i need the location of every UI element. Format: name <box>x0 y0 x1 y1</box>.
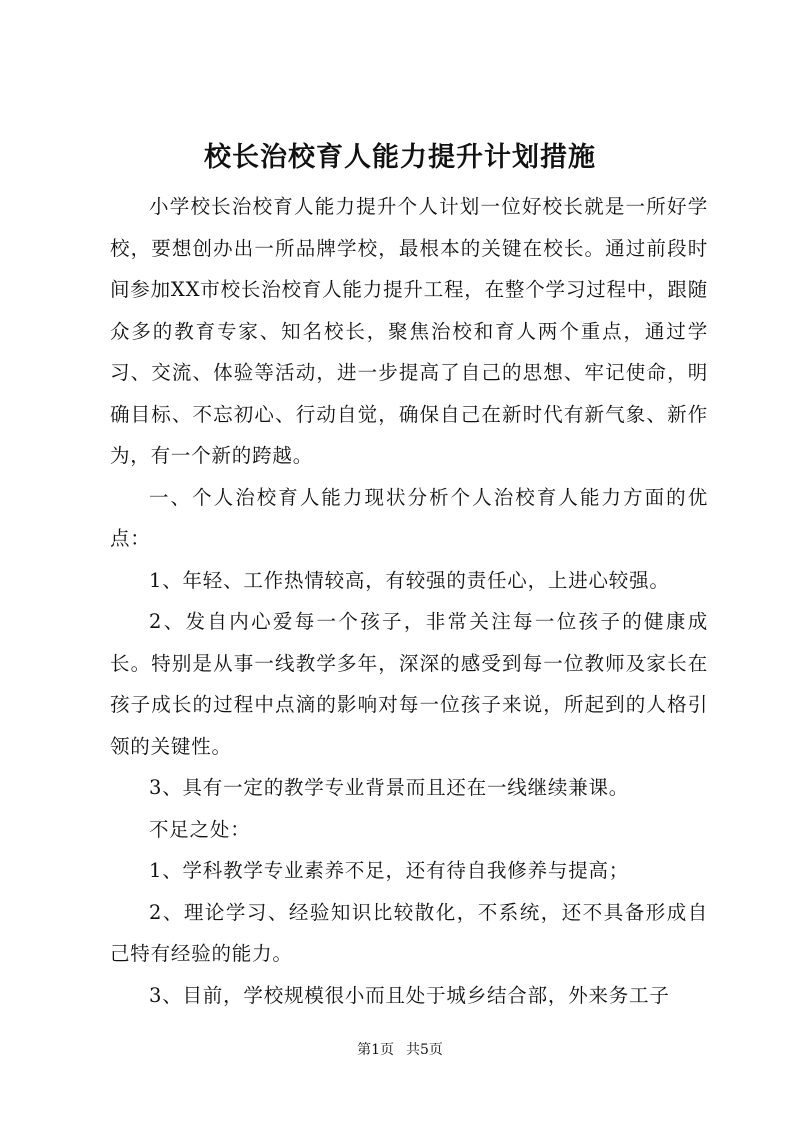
paragraph-strength-2: 2、发自内心爱每一个孩子，非常关注每一位孩子的健康成长。特别是从事一线教学多年，深深的感受到每一位教师及家长在孩子成长的过程中点滴的影响对每一位孩子来说，所起到的人格引领的关键性。 <box>110 610 708 758</box>
document-title: 校长治校育人能力提升计划措施 <box>204 142 596 173</box>
document-body <box>110 186 708 1016</box>
paragraph-weakness-3: 3、目前，学校规模很小而且处于城乡结合部，外来务工子 <box>149 983 670 1007</box>
paragraph-weakness-heading: 不足之处： <box>149 817 251 841</box>
paragraph-strength-1: 1、年轻、工作热情较高，有较强的责任心，上进心较强。 <box>149 568 670 592</box>
page-total: 共5页 <box>406 1042 443 1058</box>
paragraph-weakness-2: 2、理论学习、经验知识比较散化，不系统，还不具备形成自己特有经验的能力。 <box>110 900 708 965</box>
paragraph-intro: 小学校长治校育人能力提升个人计划一位好校长就是一所好学校，要想创办出一所品牌学校，最根本的关键在校长。通过前段时间参加XX市校长治校育人能力提升工程，在整个学习过程中，跟随众多的教育专家、知名校长，聚焦治校和育人两个重点，通过学习、交流、体验等活动，进一步提高了自己的思想、牢记使命，明确目标、不忘初心、行动自觉，确保自己在新时代有新气象、新作为，有一个新的跨越。 <box>110 195 708 467</box>
paragraph-strength-3: 3、具有一定的教学专业背景而且还在一线继续兼课。 <box>149 776 630 799</box>
paragraph-section-one-heading: 一、个人治校育人能力现状分析个人治校育人能力方面的优点： <box>110 485 708 550</box>
page-footer <box>0 1040 800 1060</box>
paragraph-weakness-1: 1、学科教学专业素养不足，还有待自我修养与提高； <box>149 859 630 882</box>
page-number: 第1页 <box>357 1042 394 1058</box>
